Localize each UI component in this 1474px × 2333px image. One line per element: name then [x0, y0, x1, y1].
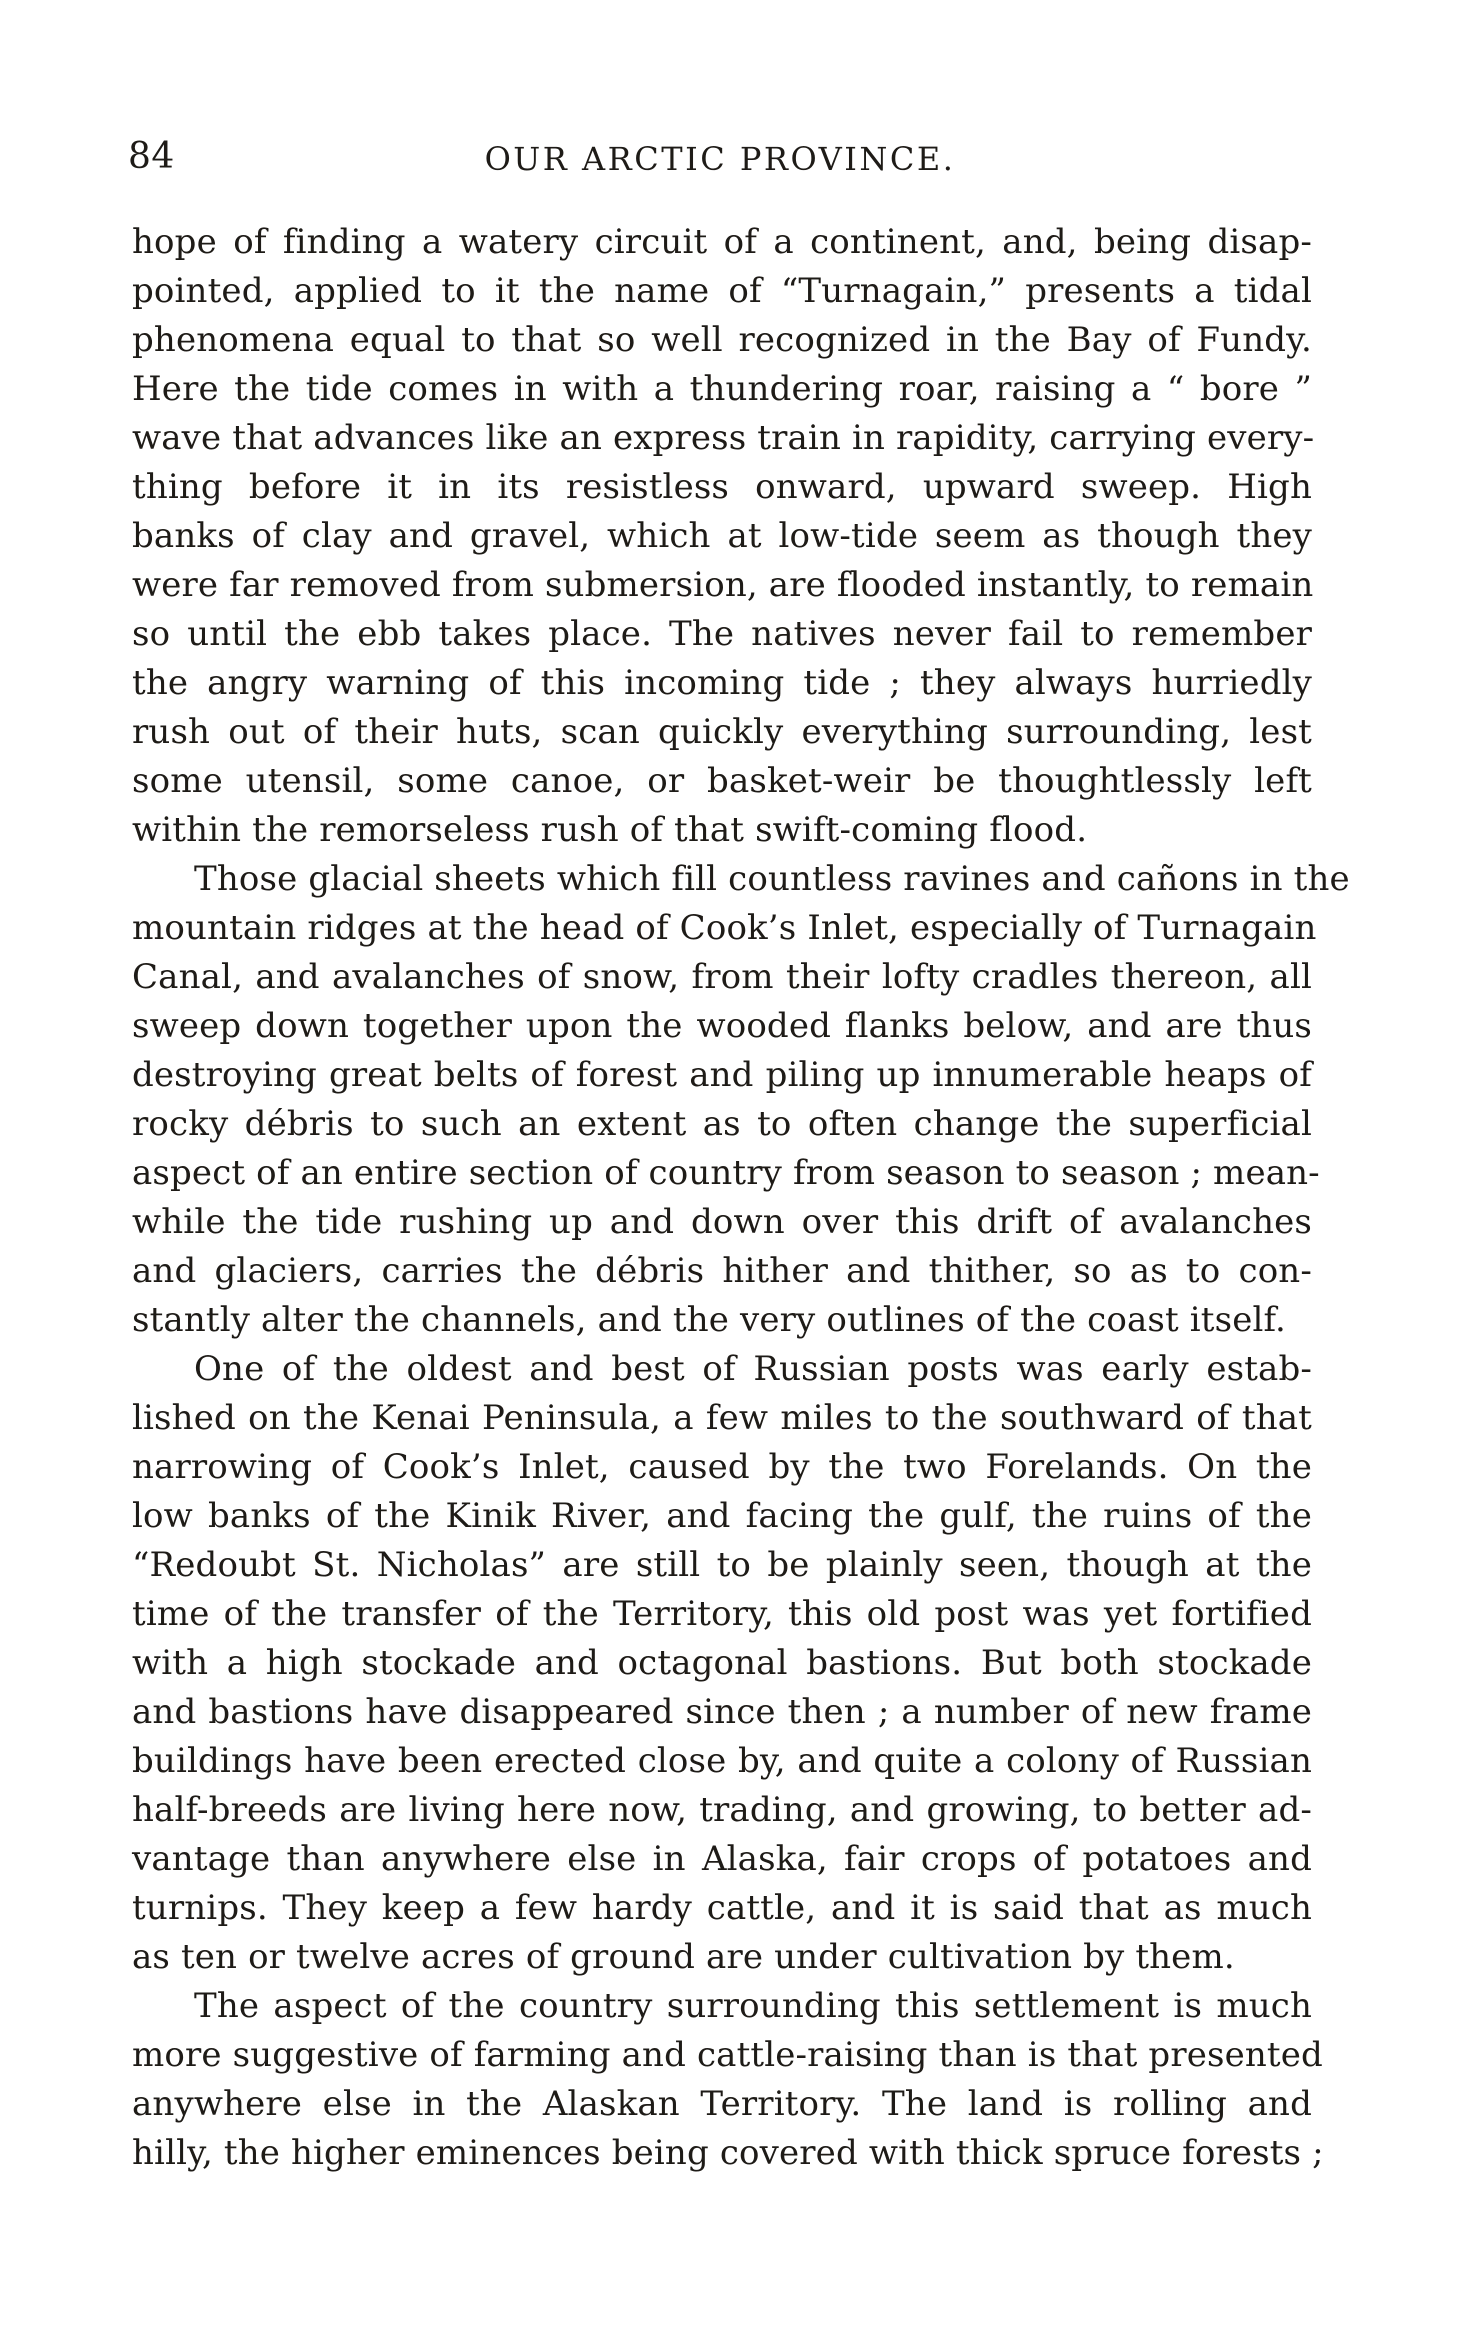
paragraph-2: [132, 855, 1350, 1345]
body-text: [132, 218, 1350, 2178]
text-line: some utensil, some canoe, or basket-weir be thoughtlessly left: [132, 761, 1312, 801]
text-line: turnips. They keep a few hardy cattle, and it is said that as much: [132, 1888, 1312, 1928]
text-line: buildings have been erected close by, and quite a colony of Russian: [132, 1741, 1312, 1781]
paragraph-3: [132, 1345, 1312, 1982]
page-header: [128, 135, 1312, 185]
running-title: OUR ARCTIC PROVINCE.: [484, 140, 956, 178]
text-line: The aspect of the country surrounding this settlement is much: [194, 1986, 1312, 2026]
text-line: Canal, and avalanches of snow, from their lofty cradles thereon, all: [132, 957, 1312, 997]
text-line: narrowing of Cook’s Inlet, caused by the two Forelands. On the: [132, 1447, 1312, 1487]
page-number: 84: [128, 136, 175, 177]
text-line: aspect of an entire section of country from season to season ; mean-: [132, 1153, 1320, 1193]
text-line: vantage than anywhere else in Alaska, fair crops of potatoes and: [132, 1839, 1312, 1879]
text-line: pointed, applied to it the name of “Turnagain,” presents a tidal: [132, 271, 1312, 311]
text-line: more suggestive of farming and cattle-raising than is that presented: [132, 2035, 1323, 2075]
text-line: lished on the Kenai Peninsula, a few miles to the southward of that: [132, 1398, 1312, 1438]
text-line: Those glacial sheets which fill countless ravines and cañons in the: [194, 859, 1350, 899]
text-line: and bastions have disappeared since then ; a number of new frame: [132, 1692, 1312, 1732]
text-line: within the remorseless rush of that swift-coming flood.: [132, 810, 1088, 850]
text-line: low banks of the Kinik River, and facing the gulf, the ruins of the: [132, 1496, 1312, 1536]
text-line: as ten or twelve acres of ground are under cultivation by them.: [132, 1937, 1235, 1977]
text-line: wave that advances like an express train in rapidity, carrying every-: [132, 418, 1315, 458]
text-line: Here the tide comes in with a thundering roar, raising a “ bore ”: [132, 369, 1312, 409]
text-line: time of the transfer of the Territory, this old post was yet fortified: [132, 1594, 1312, 1634]
text-line: destroying great belts of forest and piling up innumerable heaps of: [132, 1055, 1312, 1095]
text-line: mountain ridges at the head of Cook’s Inlet, especially of Turnagain: [132, 908, 1317, 948]
paragraph-1: [132, 218, 1315, 855]
text-line: banks of clay and gravel, which at low-tide seem as though they: [132, 516, 1312, 556]
text-line: were far removed from submersion, are flooded instantly, to remain: [132, 565, 1314, 605]
text-line: One of the oldest and best of Russian posts was early estab-: [194, 1349, 1312, 1389]
text-line: rush out of their huts, scan quickly everything surrounding, lest: [132, 712, 1312, 752]
text-line: sweep down together upon the wooded flanks below, and are thus: [132, 1006, 1312, 1046]
text-line: stantly alter the channels, and the very outlines of the coast itself.: [132, 1300, 1286, 1340]
text-line: while the tide rushing up and down over this drift of avalanches: [132, 1202, 1312, 1242]
text-line: rocky débris to such an extent as to often change the superficial: [132, 1104, 1312, 1144]
text-line: hope of finding a watery circuit of a continent, and, being disap-: [132, 222, 1312, 262]
paragraph-4: [132, 1982, 1324, 2178]
text-line: and glaciers, carries the débris hither and thither, so as to con-: [132, 1251, 1312, 1291]
text-line: “Redoubt St. Nicholas” are still to be plainly seen, though at the: [132, 1545, 1312, 1585]
text-line: phenomena equal to that so well recognized in the Bay of Fundy.: [132, 320, 1312, 360]
text-line: thing before it in its resistless onward, upward sweep. High: [132, 467, 1312, 507]
text-line: so until the ebb takes place. The natives never fail to remember: [132, 614, 1312, 654]
text-line: with a high stockade and octagonal bastions. But both stockade: [132, 1643, 1312, 1683]
text-line: the angry warning of this incoming tide ; they always hurriedly: [132, 663, 1312, 703]
text-line: half-breeds are living here now, trading, and growing, to better ad-: [132, 1790, 1312, 1830]
text-line: anywhere else in the Alaskan Territory. The land is rolling and: [132, 2084, 1312, 2124]
text-line: hilly, the higher eminences being covered with thick spruce forests ;: [132, 2133, 1324, 2173]
